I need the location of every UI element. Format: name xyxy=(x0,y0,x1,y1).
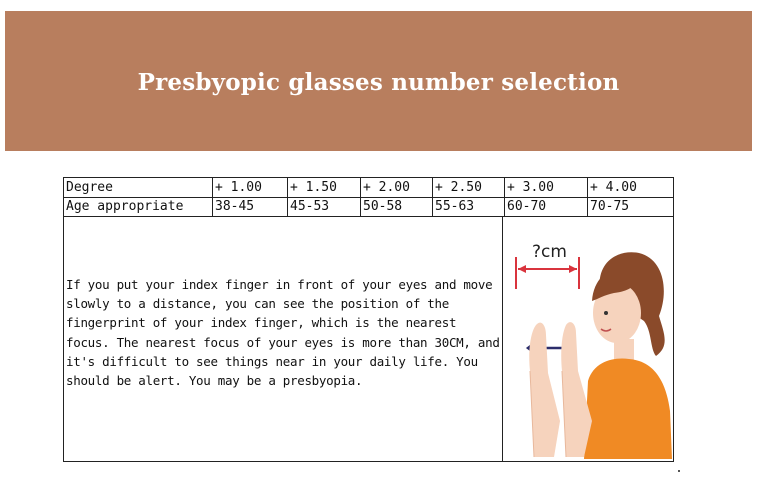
degree-cell: + 1.50 xyxy=(287,178,360,197)
degree-cell: + 3.00 xyxy=(504,178,587,197)
age-cell: 45-53 xyxy=(287,197,360,216)
age-header-cell: Age appropriate xyxy=(66,199,184,214)
measure-arrow-right xyxy=(569,265,577,273)
column-divider xyxy=(502,217,503,461)
presbyopia-description: If you put your index finger in front of your eyes and move slowly to a distance, you can see the position of the fingerprint of your index finger, which is the nearest focus. The nearest focus of your eyes is more than 30CM, and it's difficult to see things near in your daily life. You should be alert. You may be a presbyopia. xyxy=(66,277,500,389)
eye xyxy=(604,311,608,315)
page-title: Presbyopic glasses number selection xyxy=(137,69,620,96)
raised-hand xyxy=(561,322,592,457)
age-cell: 55-63 xyxy=(432,197,504,216)
degree-row xyxy=(64,178,673,198)
description-area xyxy=(64,217,673,461)
measure-arrow-left xyxy=(518,265,526,273)
age-cell: 60-70 xyxy=(504,197,587,216)
presbyopia-table xyxy=(63,177,674,462)
degree-cell: + 2.00 xyxy=(360,178,432,197)
shirt xyxy=(584,359,672,459)
degree-cell: + 4.00 xyxy=(587,178,673,197)
age-cell: 38-45 xyxy=(212,197,287,216)
age-row xyxy=(64,197,673,217)
raised-hand-second xyxy=(529,323,560,457)
degree-cell: + 2.50 xyxy=(432,178,504,197)
degree-header-cell: Degree xyxy=(66,180,113,195)
age-cell: 70-75 xyxy=(587,197,673,216)
finger-distance-illustration xyxy=(504,221,672,459)
title-banner xyxy=(5,11,752,151)
distance-label: ?cm xyxy=(532,242,567,262)
age-cell: 50-58 xyxy=(360,197,432,216)
corner-dot xyxy=(678,470,680,472)
degree-cell: + 1.00 xyxy=(212,178,287,197)
